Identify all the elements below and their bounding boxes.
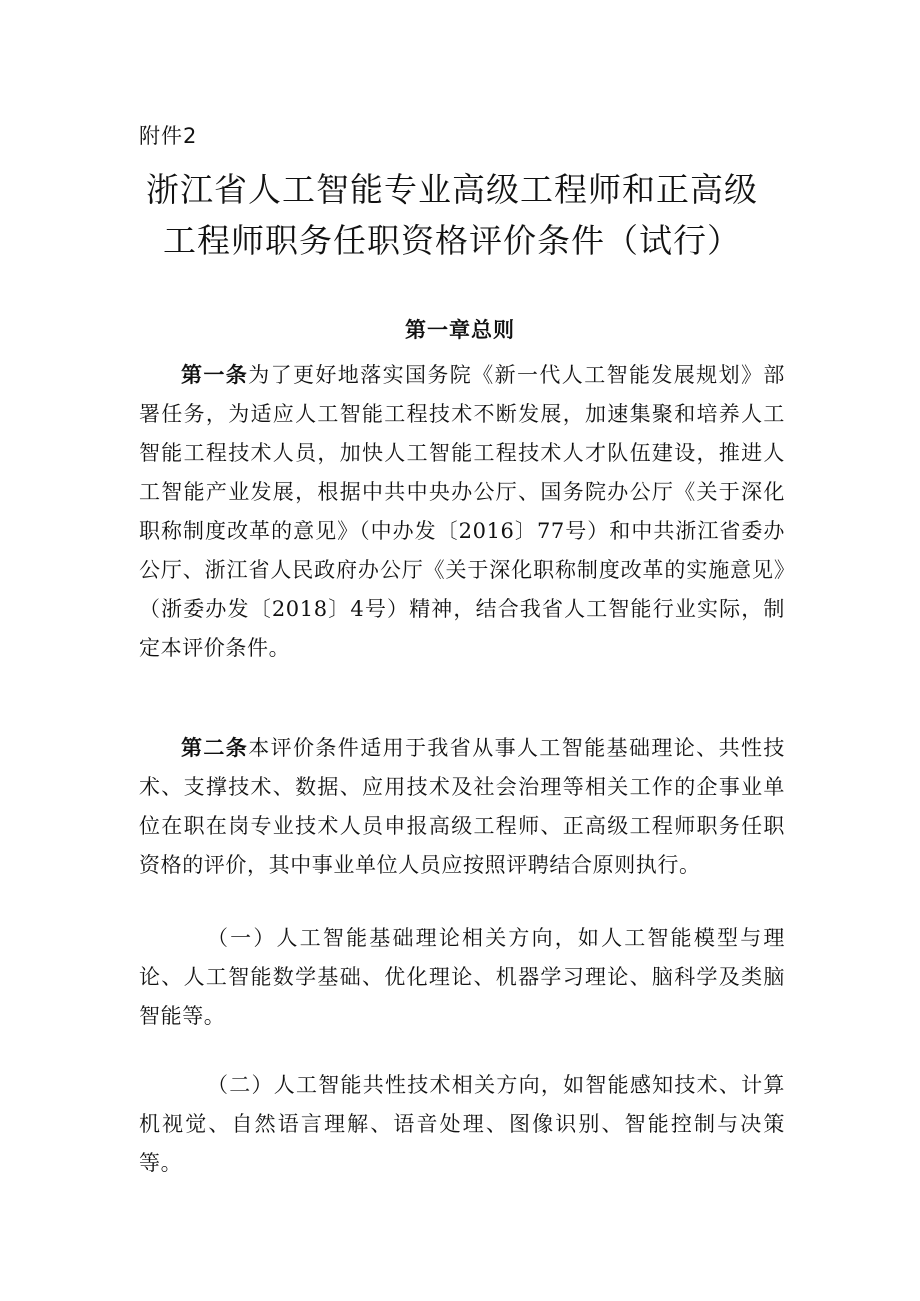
chapter-heading: 第一章总则 (405, 318, 515, 342)
document-title-line1: 浙江省人工智能专业高级工程师和正高级 (146, 170, 758, 209)
article-2-label: 第二条 (181, 736, 249, 760)
item-2-paragraph: （二）人工智能共性技术相关方向，如智能感知技术、计算机视觉、自然语言理解、语音处理、图像识别、智能控制与决策等。 (139, 1073, 785, 1175)
document-title-line2: 工程师职务任职资格评价条件（试行） (163, 221, 741, 260)
article-2-text: 本评价条件适用于我省从事人工智能基础理论、共性技术、支撑技术、数据、应用技术及社会治理等相关工作的企事业单位在职在岗专业技术人员申报高级工程师、正高级工程师职务任职资格的评价，其中事业单位人员应按照评聘结合原则执行。 (139, 736, 785, 877)
article-1-paragraph (139, 356, 785, 668)
article-1-text: 为了更好地落实国务院《新一代人工智能发展规划》部署任务，为适应人工智能工程技术不断发展，加速集聚和培养人工智能工程技术人员，加快人工智能工程技术人才队伍建设，推进人工智能产业发展，根据中共中央办公厅、国务院办公厅《关于深化职称制度改革的意见》（中办发〔2016〕77号）和中共浙江省委办公厅、浙江省人民政府办公厅《关于深化职称制度改革的实施意见》（浙委办发〔2018〕4号）精神，结合我省人工智能行业实际，制定本评价条件。 (139, 363, 785, 660)
item-1-paragraph: （一）人工智能基础理论相关方向，如人工智能模型与理论、人工智能数学基础、优化理论、机器学习理论、脑科学及类脑智能等。 (139, 926, 785, 1028)
article-1-label: 第一条 (181, 363, 249, 387)
attachment-label: 附件2 (139, 124, 198, 148)
article-2-paragraph (139, 729, 785, 885)
